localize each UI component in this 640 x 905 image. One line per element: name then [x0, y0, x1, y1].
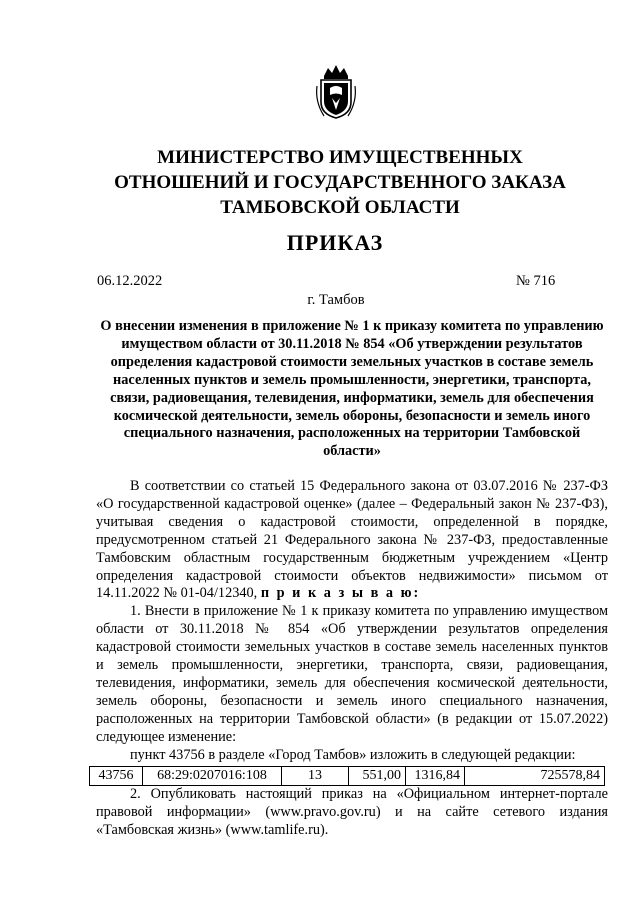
order-title: ПРИКАЗ [286, 230, 384, 255]
ministry-line-2: ОТНОШЕНИЙ И ГОСУДАРСТВЕННОГО ЗАКАЗА [114, 172, 566, 193]
table-cell-cadastral-value: 725578,84 [465, 767, 605, 786]
order-date: 06.12.2022 [97, 273, 163, 289]
table-cell-cadastral-number: 68:29:0207016:108 [143, 767, 282, 786]
order-word: п р и к а з ы в а ю: [260, 585, 421, 602]
order-city: г. Тамбов [307, 292, 365, 308]
cadastral-value-table [89, 766, 605, 786]
order-subject: О внесении изменения в приложение № 1 к приказу комитета по управлению имуществом области от 30.11.2018 № 854 «Об утверждении результатов определения кадастровой стоимости земельных участков в составе земель населенных пунктов и земель промышленности, энергетики, транспорта, связи, радиовещания, телевидения, информатики, земель для обеспечения космической деятельности, земель обороны, безопасности и земель иного специального назначения, расположенных на территории Тамбовской области» [100, 318, 604, 460]
preamble-text: В соответствии со статьей 15 Федерального закона от 03.07.2016 № 237-ФЗ «О государственной кадастровой оценке» (далее – Федеральный закон № 237-ФЗ), учитывая сведения о кадастровой стоимости, определенной в порядке, предусмотренном статьей 21 Федерального закона № 237-ФЗ, предоставленные Тамбовским областным государственным бюджетным учреждением «Центр определения кадастровой стоимости объектов недвижимости» письмом от 14.11.2022 № 01-04/12340, [96, 478, 608, 602]
table-row [90, 767, 605, 786]
item-2-paragraph: 2. Опубликовать настоящий приказ на «Официальном интернет-портале правовой информации» (www.pravo.gov.ru) и на сайте сетевого издания «Тамбовская жизнь» (www.tamlife.ru). [96, 786, 608, 838]
order-body [96, 478, 608, 765]
ministry-name [90, 145, 590, 220]
ministry-line-1: МИНИСТЕРСТВО ИМУЩЕСТВЕННЫХ [157, 147, 523, 168]
item-1-paragraph: 1. Внести в приложение № 1 к приказу комитета по управлению имуществом области от 30.11.2018 № 854 «Об утверждении результатов определения кадастровой стоимости земельных участков в составе земель населенных пунктов и земель промышленности, энергетики, транспорта, связи, радиовещания, телевидения, информатики, земель для обеспечения космической деятельности, земель обороны, безопасности и земель иного специального назначения, расположенных на территории Тамбовской области» (в редакции от 15.07.2022) следующее изменение: [96, 603, 608, 745]
item-1-sub-paragraph: пункт 43756 в разделе «Город Тамбов» изложить в следующей редакции: [130, 746, 576, 763]
coat-of-arms-emblem [314, 62, 358, 120]
table-cell-area: 551,00 [349, 767, 406, 786]
order-body-continued [96, 786, 608, 840]
order-number: № 716 [516, 273, 556, 289]
preamble-paragraph [96, 478, 608, 603]
table-cell-specific-value: 1316,84 [406, 767, 465, 786]
table-cell-code: 13 [282, 767, 349, 786]
table-cell-item-number: 43756 [90, 767, 143, 786]
ministry-line-3: ТАМБОВСКОЙ ОБЛАСТИ [220, 197, 460, 218]
